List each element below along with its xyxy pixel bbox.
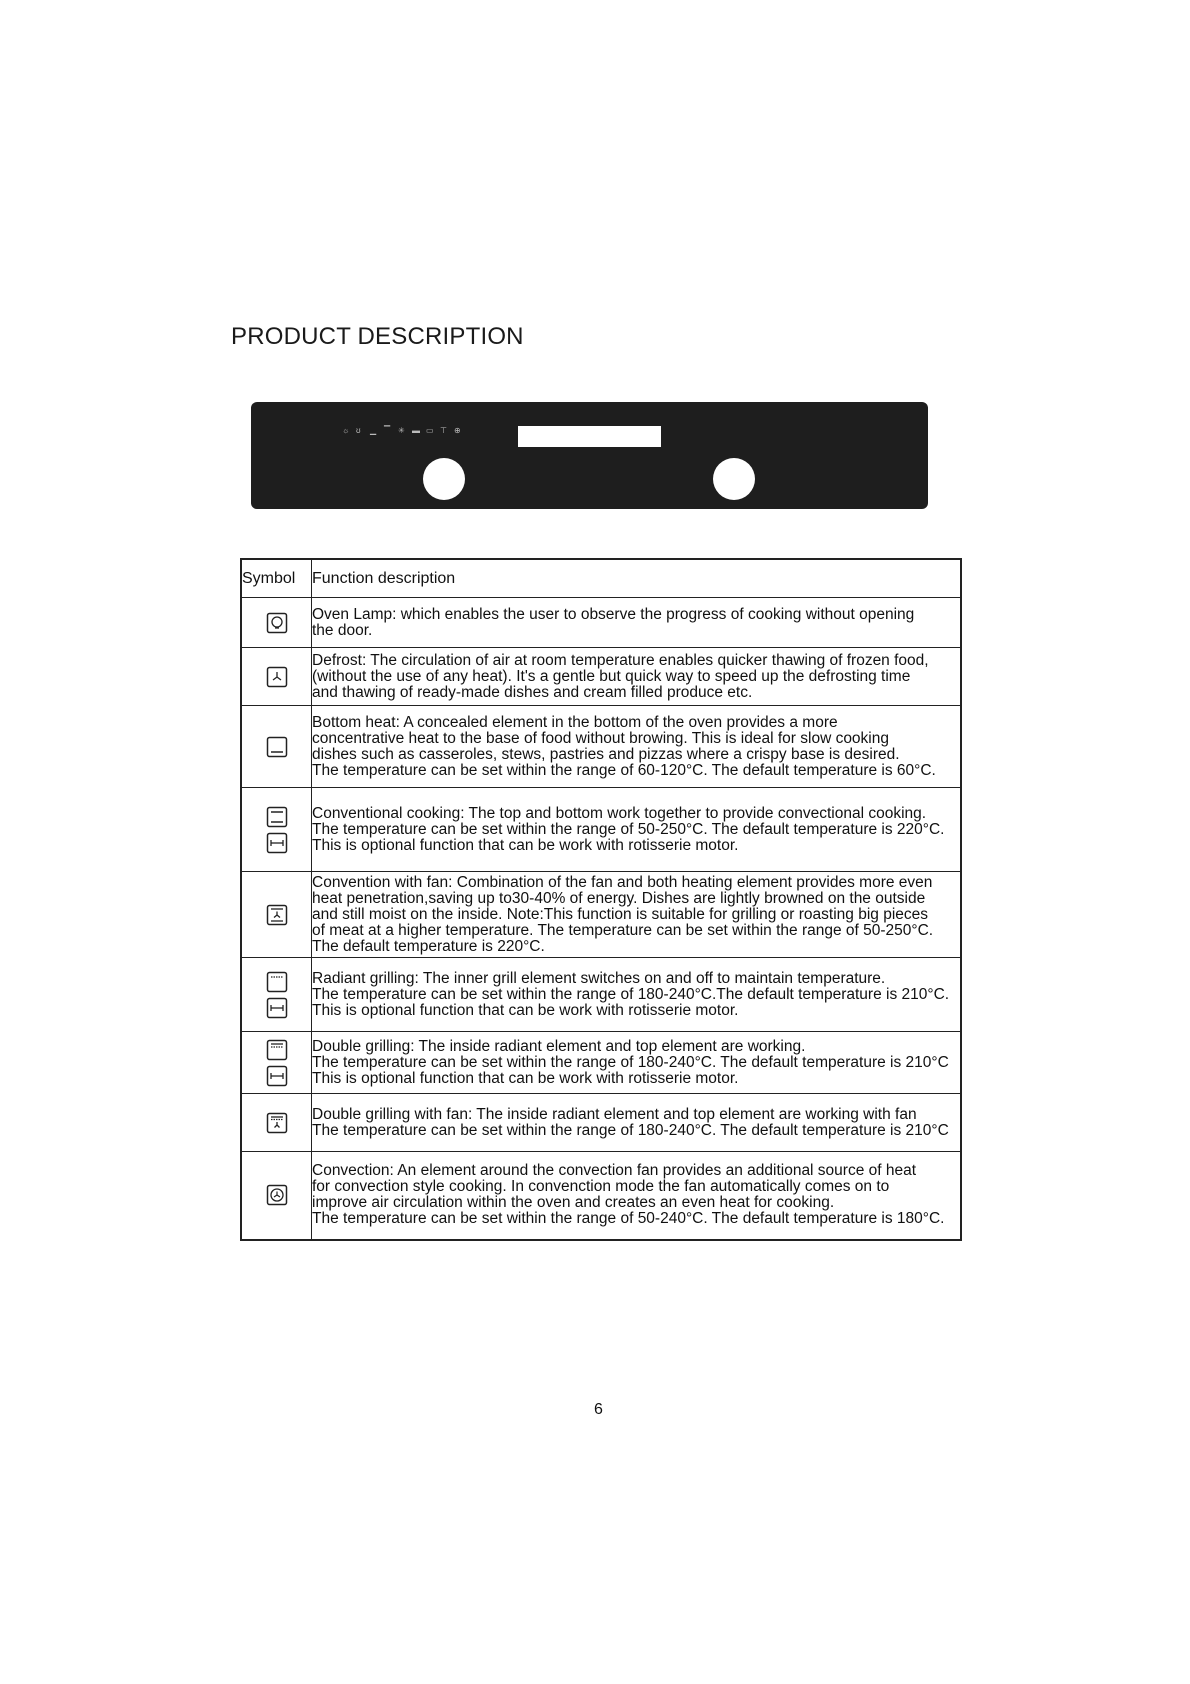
symbol-cell [241, 788, 312, 872]
symbol-cell [241, 706, 312, 788]
table-row [241, 1152, 961, 1240]
convection-icon [266, 1184, 288, 1206]
bottom-heat-icon [266, 736, 288, 758]
function-description: Oven Lamp: which enables the user to observe the progress of cooking without opening the door. [312, 598, 962, 648]
page-title: PRODUCT DESCRIPTION [231, 323, 524, 350]
function-description: Defrost: The circulation of air at room temperature enables quicker thawing of frozen food, (without the use of any heat). It's a gentle but quick way to speed up the defrosting time and thawing of ready-made dishes and cream filled produce etc. [312, 648, 962, 706]
double-grill-icon: ▭ [426, 426, 434, 435]
symbol-header: Symbol [241, 559, 312, 598]
function-description: Conventional cooking: The top and bottom work together to provide convectional cooking. The temperature can be set within the range of 50-250°C. The default temperature is 220°C. This is optional function that can be work with rotisserie motor. [312, 788, 962, 872]
oven-lamp-icon: ☼ [342, 426, 350, 435]
table-row [241, 598, 961, 648]
oven-lamp-icon [266, 612, 288, 634]
symbol-cell [241, 1152, 312, 1240]
fan-icon: ✳ [398, 426, 405, 435]
symbol-cell [241, 958, 312, 1032]
top-bottom-heat-icon [266, 806, 288, 828]
symbol-cell [241, 872, 312, 958]
function-description: Double grilling with fan: The inside radiant element and top element are working with fan The temperature can be set within the range of 180-240°C. The default temperature is 210°C [312, 1094, 962, 1152]
double-grill-fan-icon: ⊤ [440, 426, 447, 435]
table-row [241, 872, 961, 958]
defrost-fan-icon [266, 666, 288, 688]
table-header-row [241, 559, 961, 598]
conventional-icon: ▔ [384, 426, 391, 435]
rotisserie-icon [266, 832, 288, 854]
function-description: Radiant grilling: The inner grill element switches on and off to maintain temperature. The temperature can be set within the range of 180-240°C.The default temperature is 210°C. This is optional function that can be work with rotisserie motor. [312, 958, 962, 1032]
left-knob[interactable] [423, 458, 465, 500]
symbol-cell [241, 1094, 312, 1152]
rotisserie-icon [266, 1065, 288, 1087]
right-knob[interactable] [713, 458, 755, 500]
page-number: 6 [594, 1401, 603, 1418]
grill-icon: ▬ [412, 426, 420, 435]
function-description: Convention with fan: Combination of the fan and both heating element provides more even heat penetration,saving up to30-40% of energy. Dishes are lightly browned on the outside and still moist on the inside. Note:This function is suitable for grilling or roasting big pieces of meat at a higher temperature. The temperature can be set within the range of 50-250°C. The default temperature is 220°C. [312, 872, 962, 958]
function-header: Function description [312, 559, 962, 598]
table-row [241, 788, 961, 872]
double-grill-icon [266, 1039, 288, 1061]
function-description: Convection: An element around the convection fan provides an additional source of heat for convection style cooking. In convenction mode the fan automatically comes on to improve air circulation within the oven and creates an even heat for cooking. The temperature can be set within the range of 50-240°C. The default temperature is 180°C. [312, 1152, 962, 1240]
defrost-icon: ʊ [356, 426, 361, 435]
table-row [241, 1094, 961, 1152]
function-description: Double grilling: The inside radiant element and top element are working. The temperature can be set within the range of 180-240°C. The default temperature is 210°C This is optional function that can be work with rotisserie motor. [312, 1032, 962, 1094]
table-row [241, 706, 961, 788]
function-description: Bottom heat: A concealed element in the bottom of the oven provides a more concentrative heat to the base of food without browing. This is ideal for slow cooking dishes such as casseroles, stews, pastries and pizzas where a crispy base is desired. The temperature can be set within the range of 60-120°C. The default temperature is 60°C. [312, 706, 962, 788]
symbol-cell [241, 1032, 312, 1094]
symbol-cell [241, 598, 312, 648]
radiant-grill-icon [266, 971, 288, 993]
rotisserie-icon [266, 997, 288, 1019]
double-grill-fan-icon [266, 1112, 288, 1134]
convection-icon: ⊕ [454, 426, 461, 435]
oven-control-panel [251, 402, 928, 509]
table-row [241, 1032, 961, 1094]
panel-function-icons [342, 427, 462, 435]
table-row [241, 958, 961, 1032]
table-row [241, 648, 961, 706]
bottom-heat-icon: ▁ [370, 426, 377, 435]
panel-display [518, 426, 661, 447]
fan-with-heat-icon [266, 904, 288, 926]
function-table [240, 558, 962, 1241]
symbol-cell [241, 648, 312, 706]
